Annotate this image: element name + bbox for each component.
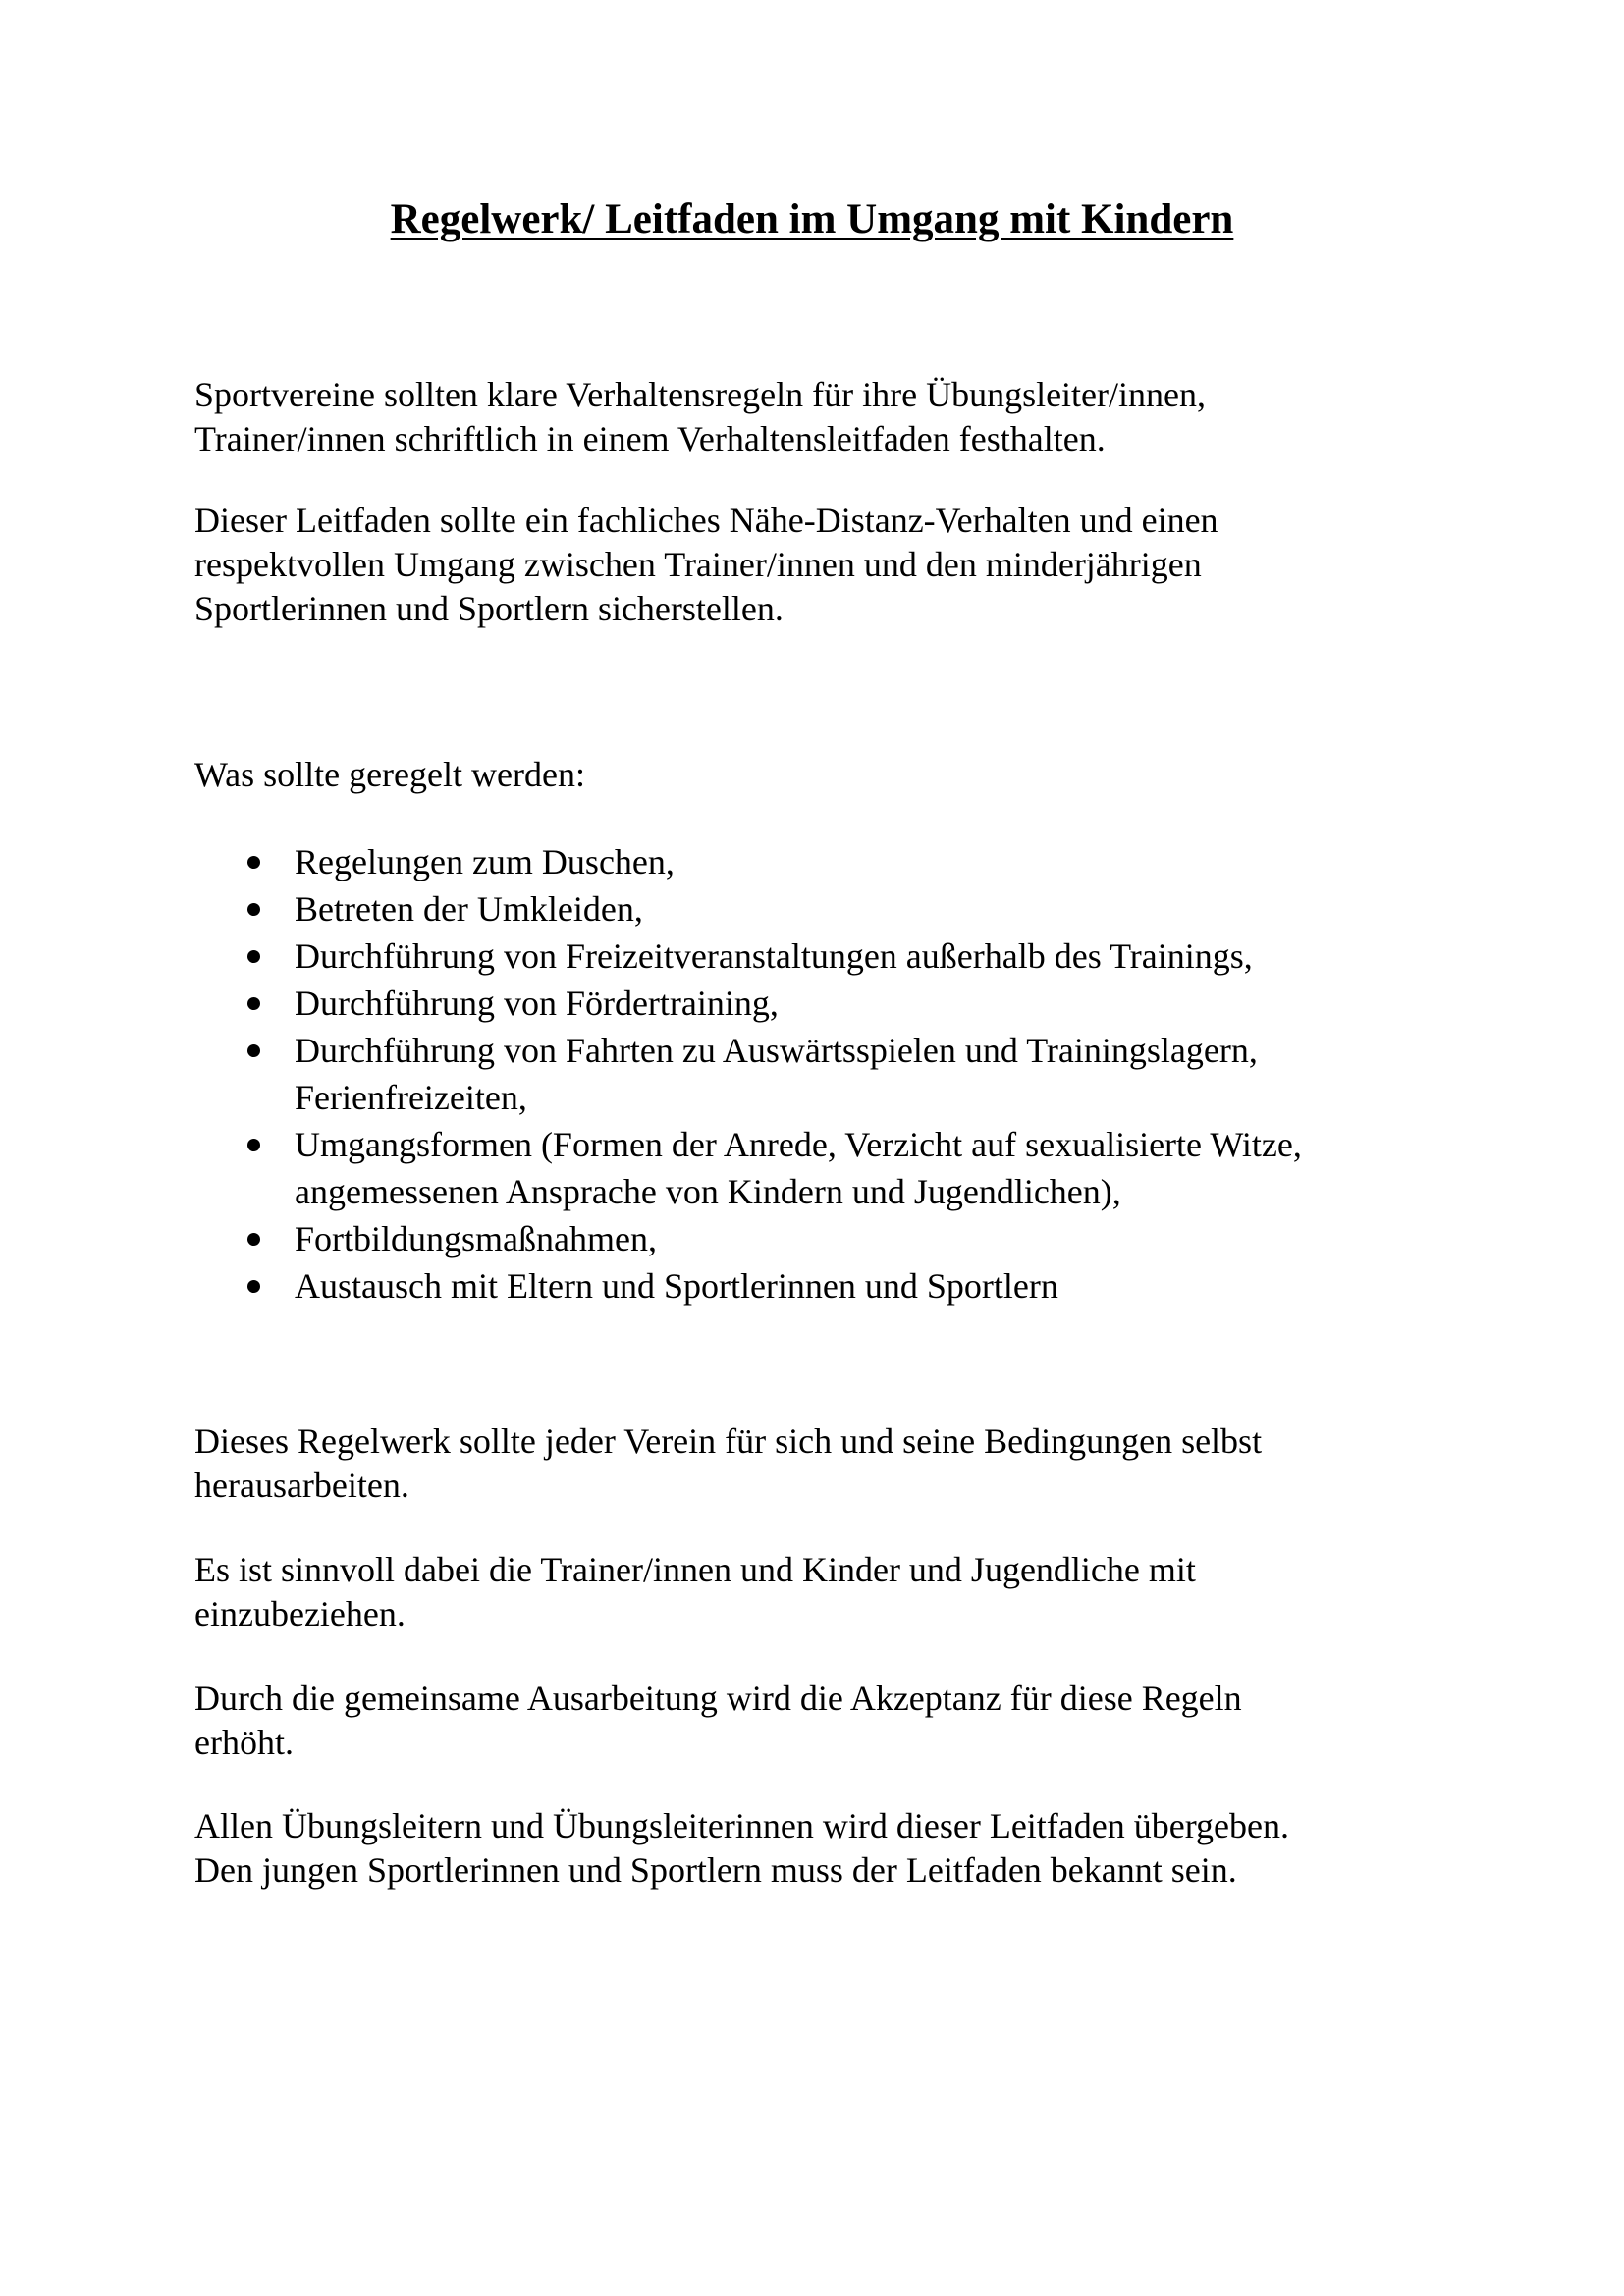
intro-paragraph-2 xyxy=(194,499,1500,631)
list-heading xyxy=(194,753,1500,797)
bullet-icon xyxy=(247,950,260,963)
list-item xyxy=(247,1121,1524,1215)
list-item-text: Betreten der Umkleiden, xyxy=(295,889,643,929)
text-line: erhöht. xyxy=(194,1723,294,1762)
list-item-text: Fortbildungsmaßnahmen, xyxy=(295,1219,657,1258)
closing-paragraph-2 xyxy=(194,1548,1500,1636)
closing-paragraph-4 xyxy=(194,1804,1500,1893)
list-item-text: Austausch mit Eltern und Sportlerinnen und Sportlern xyxy=(295,1266,1058,1306)
bullet-icon xyxy=(247,856,260,869)
rules-list xyxy=(247,838,1524,1309)
text-line: Sportvereine sollten klare Verhaltensregeln für ihre Übungsleiter/innen, xyxy=(194,375,1207,414)
text-line: Den jungen Sportlerinnen und Sportlern muss der Leitfaden bekannt sein. xyxy=(194,1850,1237,1890)
text-line: Trainer/innen schriftlich in einem Verhaltensleitfaden festhalten. xyxy=(194,419,1106,458)
intro-paragraph-1 xyxy=(194,373,1500,461)
list-item xyxy=(247,1215,1524,1262)
text-line: herausarbeiten. xyxy=(194,1466,409,1505)
text-line: Es ist sinnvoll dabei die Trainer/innen und Kinder und Jugendliche mit xyxy=(194,1550,1196,1589)
list-item-text: Ferienfreizeiten, xyxy=(295,1078,527,1117)
closing-paragraph-3 xyxy=(194,1677,1500,1765)
text-line: Allen Übungsleitern und Übungsleiterinnen wird dieser Leitfaden übergeben. xyxy=(194,1806,1290,1845)
list-item-text: Durchführung von Fahrten zu Auswärtsspielen und Trainingslagern, xyxy=(295,1031,1258,1070)
list-item-text: angemessenen Ansprache von Kindern und Jugendlichen), xyxy=(295,1172,1121,1211)
list-item-text: Regelungen zum Duschen, xyxy=(295,842,675,881)
text-line: respektvollen Umgang zwischen Trainer/innen und den minderjährigen xyxy=(194,545,1202,584)
closing-paragraph-1 xyxy=(194,1419,1500,1508)
text-line: Durch die gemeinsame Ausarbeitung wird die Akzeptanz für diese Regeln xyxy=(194,1679,1242,1718)
list-item-text: Umgangsformen (Formen der Anrede, Verzicht auf sexualisierte Witze, xyxy=(295,1125,1302,1164)
text-line: einzubeziehen. xyxy=(194,1594,406,1633)
bullet-icon xyxy=(247,997,260,1010)
list-item xyxy=(247,980,1524,1027)
list-item xyxy=(247,885,1524,933)
bullet-icon xyxy=(247,903,260,916)
bullet-icon xyxy=(247,1280,260,1293)
text-line: Was sollte geregelt werden: xyxy=(194,755,585,794)
text-line: Dieser Leitfaden sollte ein fachliches Nähe-Distanz-Verhalten und einen xyxy=(194,501,1218,540)
bullet-icon xyxy=(247,1139,260,1151)
text-line: Dieses Regelwerk sollte jeder Verein für sich und seine Bedingungen selbst xyxy=(194,1421,1263,1461)
bullet-icon xyxy=(247,1233,260,1246)
list-item xyxy=(247,933,1524,980)
list-item xyxy=(247,838,1524,885)
list-item-text: Durchführung von Freizeitveranstaltungen außerhalb des Trainings, xyxy=(295,936,1253,976)
text-line: Sportlerinnen und Sportlern sicherstellen. xyxy=(194,589,784,628)
list-item-text: Durchführung von Fördertraining, xyxy=(295,984,779,1023)
list-item xyxy=(247,1027,1524,1121)
bullet-icon xyxy=(247,1044,260,1057)
document-title: Regelwerk/ Leitfaden im Umgang mit Kindern xyxy=(390,196,1234,242)
list-item xyxy=(247,1262,1524,1309)
